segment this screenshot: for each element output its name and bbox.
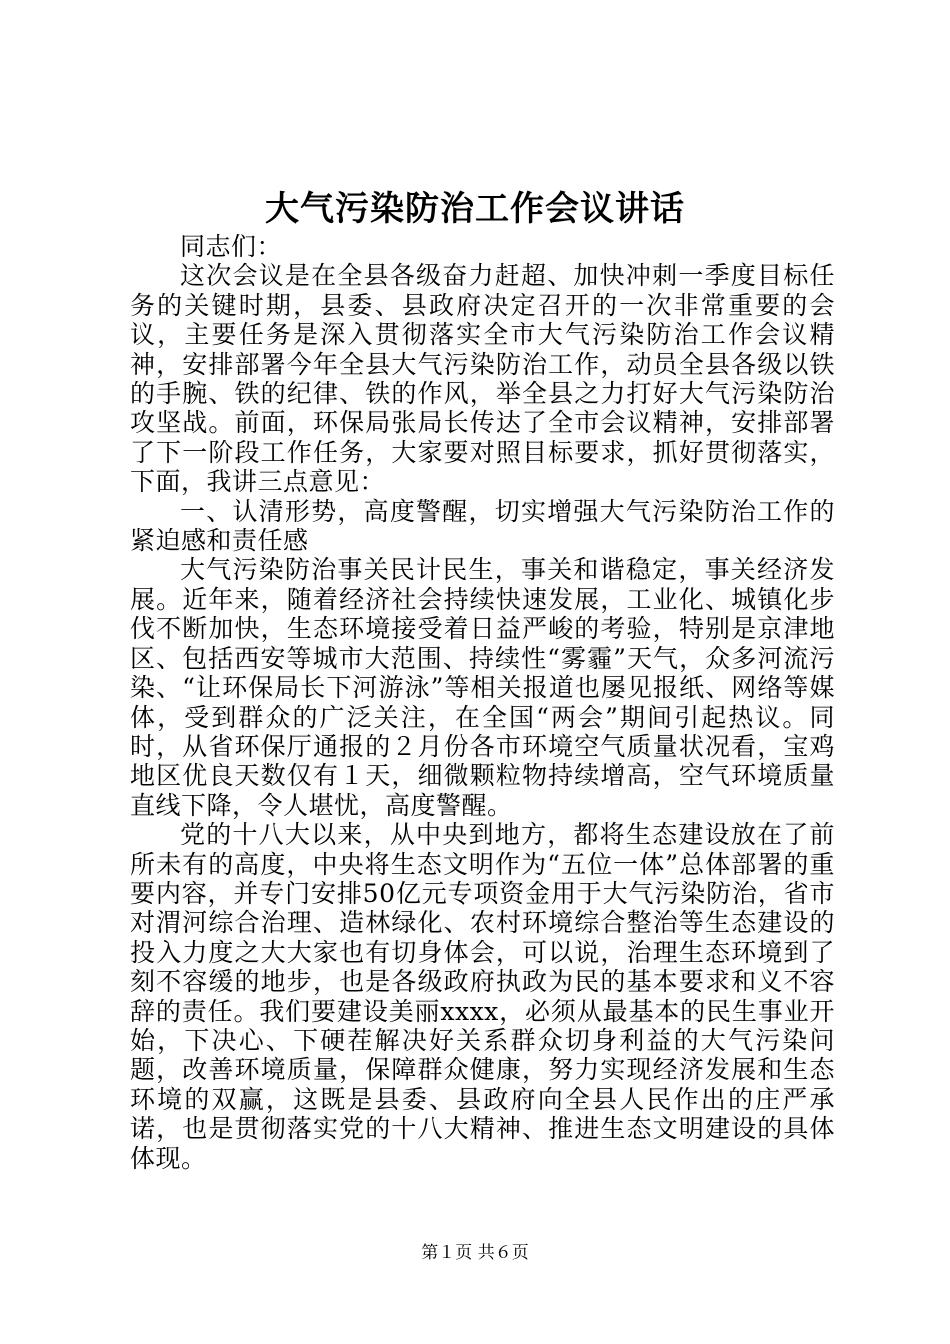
body-paragraph: 大气污染防治事关民计民生，事关和谐稳定，事关经济发展。近年来，随着经济社会持续快速发展，工业化、城镇化步伐不断加快，生态环境接受着日益严峻的考验，特别是京津地区、包括西安等城市大范围、持续性“雾霾”天气，众多河流污染、“让环保局长下河游泳”等相关报道也屡见报纸、网络等媒体，受到群众的广泛关注，在全国“两会”期间引起热议。同时，从省环保厅通报的２月份各市环境空气质量状况看，宝鸡地区优良天数仅有１天，细微颗粒物持续增高，空气环境质量直线下降，令人堪忧，高度警醒。	[130, 555, 835, 820]
salutation-paragraph: 同志们：	[180, 232, 283, 261]
document-body	[130, 232, 835, 1173]
body-paragraph: 党的十八大以来，从中央到地方，都将生态建设放在了前所未有的高度，中央将生态文明作为“五位一体”总体部署的重要内容，并专门安排50亿元专项资金用于大气污染防治，省市对渭河综合治理、造林绿化、农村环境综合整治等生态建设的投入力度之大大家也有切身体会，可以说，治理生态环境到了刻不容缓的地步，也是各级政府执政为民的基本要求和义不容辞的责任。我们要建设美丽xxxx，必须从最基本的民生事业开始，下决心、下硬茬解决好关系群众切身利益的大气污染问题，改善环境质量，保障群众健康，努力实现经济发展和生态环境的双赢，这既是县委、县政府向全县人民作出的庄严承诺，也是贯彻落实党的十八大精神、推进生态文明建设的具体体现。	[130, 820, 835, 1173]
page-footer: 第１页 共６页	[421, 1243, 529, 1263]
section-heading-1: 一、认清形势，高度警醒，切实增强大气污染防治工作的紧迫感和责任感	[130, 496, 835, 556]
intro-paragraph: 这次会议是在全县各级奋力赶超、加快冲刺一季度目标任务的关键时期，县委、县政府决定召开的一次非常重要的会议，主要任务是深入贯彻落实全市大气污染防治工作会议精神，安排部署今年全县大气污染防治工作，动员全县各级以铁的手腕、铁的纪律、铁的作风，举全县之力打好大气污染防治攻坚战。前面，环保局张局长传达了全市会议精神，安排部署了下一阶段工作任务，大家要对照目标要求，抓好贯彻落实，下面，我讲三点意见：	[130, 261, 835, 497]
document-title: 大气污染防治工作会议讲话	[265, 189, 685, 229]
